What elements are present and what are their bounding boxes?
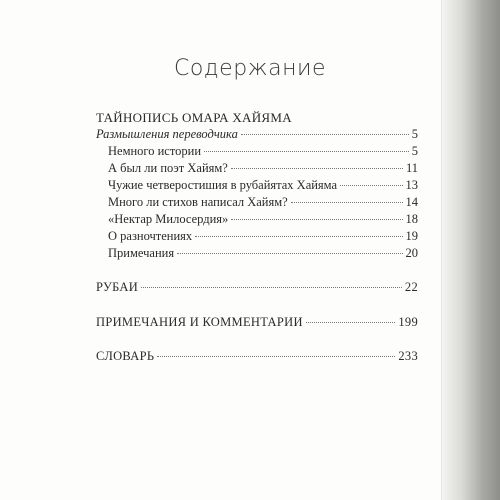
- toc-main-entry-title: ПРИМЕЧАНИЯ И КОММЕНТАРИИ: [96, 315, 303, 329]
- toc-leader-dots: [231, 219, 402, 220]
- toc-entry-page: 18: [405, 212, 418, 226]
- toc-entry-row: [96, 160, 418, 177]
- toc-entry-row: [96, 211, 418, 228]
- toc-entry-page: 11: [405, 161, 418, 175]
- toc-main-entry-page: 233: [398, 349, 418, 363]
- toc-subsection-title: Размышления переводчика: [96, 127, 238, 141]
- toc-leader-dots: [340, 185, 402, 186]
- toc-main-entry-title: РУБАИ: [96, 280, 139, 294]
- toc-entry-page: 14: [405, 195, 418, 209]
- toc-entry-title: А был ли поэт Хайям?: [108, 161, 228, 175]
- toc-entry-page: 19: [405, 229, 418, 243]
- toc-entry-row: [96, 245, 418, 262]
- toc-entry-title: Немного истории: [108, 144, 202, 158]
- toc-leader-dots: [141, 287, 402, 288]
- toc-leader-dots: [157, 356, 395, 357]
- toc-heading: Содержание: [173, 56, 327, 81]
- toc-entry-row: [96, 194, 418, 211]
- toc-entry-page: 20: [405, 246, 418, 260]
- toc-leader-dots: [204, 151, 409, 152]
- toc-main-entry-row: [96, 348, 418, 365]
- toc-entry-title: Примечания: [108, 246, 175, 260]
- toc-leader-dots: [177, 253, 402, 254]
- toc-main-entry-page: 199: [398, 315, 418, 329]
- toc-entry-row: [96, 177, 418, 194]
- toc-entry-title: Много ли стихов написал Хайям?: [108, 195, 288, 209]
- toc-main-entry-row: [96, 279, 418, 296]
- table-of-contents: [96, 109, 418, 365]
- toc-main-entry-page: 22: [404, 280, 418, 294]
- toc-leader-dots: [306, 322, 396, 323]
- toc-section-title: ТАЙНОПИСЬ ОМАРА ХАЙЯМА: [96, 110, 292, 125]
- toc-entry-row: [96, 143, 418, 160]
- toc-leader-dots: [195, 236, 402, 237]
- toc-subsection-page: 5: [411, 127, 418, 141]
- toc-main-entry-row: [96, 314, 418, 331]
- toc-entry-title: О разночтениях: [108, 229, 193, 243]
- toc-leader-dots: [241, 134, 409, 135]
- toc-entry-page: 5: [411, 144, 418, 158]
- toc-section-title-row: [96, 109, 418, 126]
- toc-entry-title: Чужие четверостишия в рубайятах Хайяма: [108, 178, 338, 192]
- toc-entry-page: 13: [405, 178, 418, 192]
- toc-subsection-row: [96, 126, 418, 143]
- toc-entry-title: «Нектар Милосердия»: [108, 212, 229, 226]
- toc-entry-row: [96, 228, 418, 245]
- toc-leader-dots: [291, 202, 403, 203]
- toc-main-entry-title: СЛОВАРЬ: [96, 349, 155, 363]
- toc-leader-dots: [231, 168, 403, 169]
